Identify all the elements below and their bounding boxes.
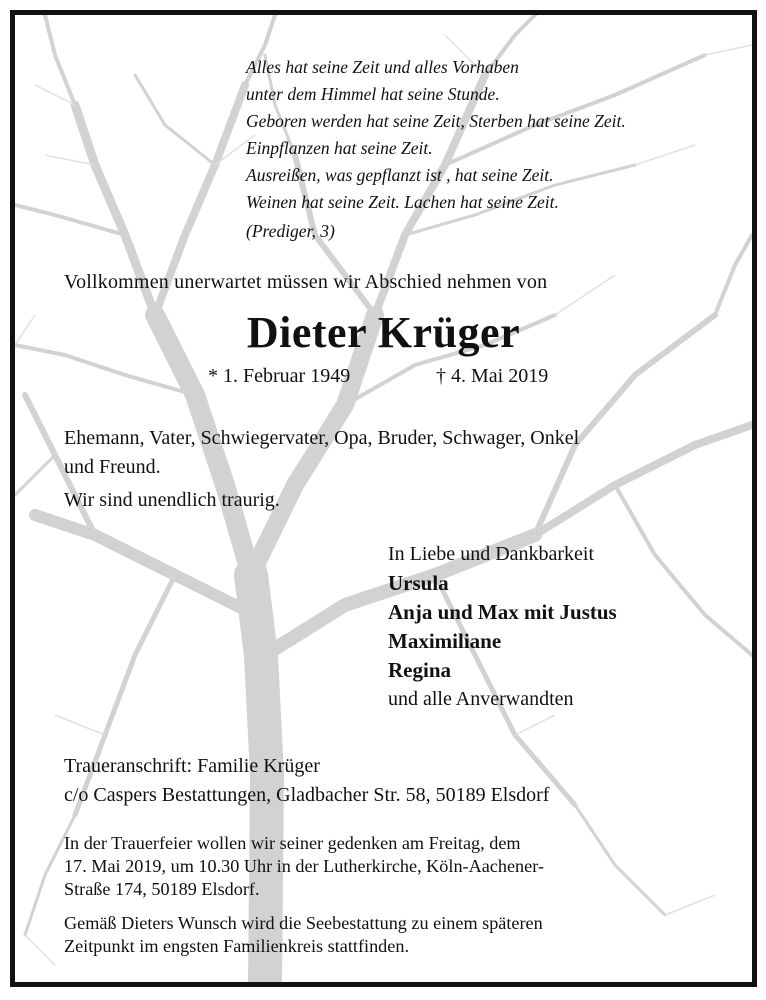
ceremony-line: Straße 174, 50189 Elsdorf. (64, 879, 260, 899)
mourner-name: Maximiliane (388, 629, 502, 653)
birth-date: * 1. Februar 1949 (208, 365, 351, 387)
mourner-name: Regina (388, 658, 451, 682)
relations-line: und Freund. (64, 456, 161, 478)
ceremony-line: In der Trauerfeier wollen wir seiner gedenken am Freitag, dem (64, 833, 521, 853)
obituary-content (15, 15, 752, 982)
poem-source: (Prediger, 3) (246, 221, 335, 241)
burial-line: Zeitpunkt im engsten Familienkreis stattfinden. (64, 936, 409, 956)
poem-line: Alles hat seine Zeit und alles Vorhaben (246, 57, 519, 77)
poem-line: Ausreißen, was gepflanzt ist , hat seine Zeit. (246, 165, 554, 185)
family-relations (64, 424, 724, 482)
relations-line: Ehemann, Vater, Schwiegervater, Opa, Bruder, Schwager, Onkel (64, 427, 580, 449)
poem (246, 54, 626, 245)
signoff (388, 540, 617, 714)
signoff-intro: In Liebe und Dankbarkeit (388, 543, 595, 565)
address-line: Traueranschrift: Familie Krüger (64, 755, 320, 777)
poem-line: unter dem Himmel hat seine Stunde. (246, 84, 500, 104)
deceased-name: Dieter Krüger (246, 308, 521, 357)
obituary-frame (10, 10, 757, 987)
ceremony-line: 17. Mai 2019, um 10.30 Uhr in der Lutherkirche, Köln-Aachener- (64, 856, 544, 876)
burial-line: Gemäß Dieters Wunsch wird die Seebestattung zu einem späteren (64, 913, 543, 933)
poem-line: Geboren werden hat seine Zeit, Sterben hat seine Zeit. (246, 111, 626, 131)
burial-notice (64, 912, 714, 958)
address-line: c/o Caspers Bestattungen, Gladbacher Str. 58, 50189 Elsdorf (64, 784, 550, 806)
mourning-address (64, 752, 549, 810)
poem-line: Einpflanzen hat seine Zeit. (246, 138, 433, 158)
poem-line: Weinen hat seine Zeit. Lachen hat seine Zeit. (246, 192, 559, 212)
intro-text: Vollkommen unerwartet müssen wir Abschied nehmen von (64, 271, 548, 293)
mourner-name: Anja und Max mit Justus (388, 600, 617, 624)
signoff-closing: und alle Anverwandten (388, 688, 574, 710)
mourner-name: Ursula (388, 571, 449, 595)
ceremony-notice (64, 832, 714, 901)
sadness-statement: Wir sind unendlich traurig. (64, 489, 280, 511)
death-date: † 4. Mai 2019 (436, 365, 549, 387)
